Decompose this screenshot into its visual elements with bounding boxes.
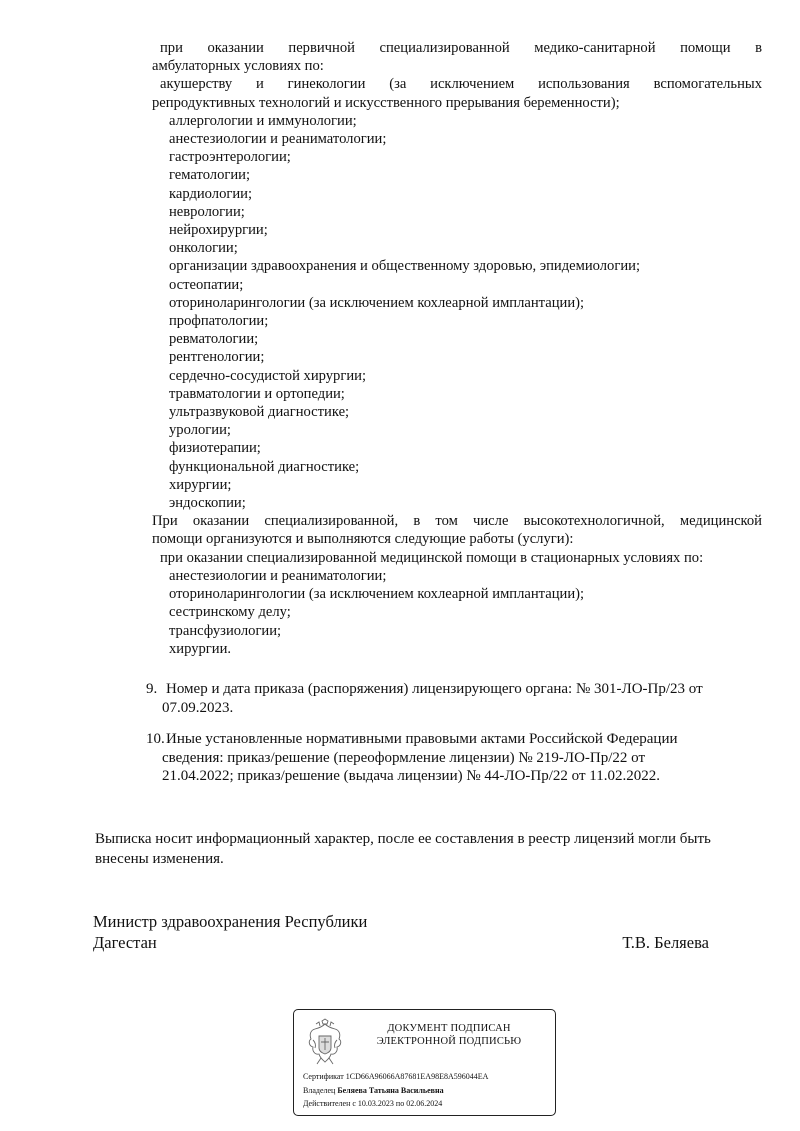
section-number: 10. — [146, 731, 165, 747]
validity-row: Действителен с 10.03.2023 по 02.06.2024 — [303, 1099, 443, 1108]
section-9 — [146, 680, 746, 717]
list-item: ультразвуковой диагностике; — [169, 404, 350, 421]
specialized-intro-cont: помощи организуются и выполняются следующие работы (услуги): — [152, 531, 574, 548]
list-item: гастроэнтерологии; — [169, 149, 291, 166]
section-text-cont: сведения: приказ/решение (переоформление лицензии) № 219-ЛО-Пр/22 от — [162, 749, 646, 766]
section-text-cont: 07.09.2023. — [162, 699, 234, 716]
list-item: травматологии и ортопедии; — [169, 385, 345, 402]
list-item: оториноларингологии (за исключением кохлеарной имплантации); — [169, 294, 585, 311]
list-item: сердечно-сосудистой хирургии; — [169, 367, 367, 384]
list-item: кардиологии; — [169, 185, 253, 202]
inpatient-intro: при оказании специализированной медицинской помощи в стационарных условиях по: — [160, 549, 704, 566]
section-text: Номер и дата приказа (распоряжения) лицензирующего органа: № 301-ЛО-Пр/23 от — [166, 681, 703, 697]
list-item: эндоскопии; — [169, 495, 246, 512]
list-item: нейрохирургии; — [169, 222, 268, 239]
list-item: урологии; — [169, 422, 231, 439]
signatory-title: Министр здравоохранения Республики — [93, 912, 368, 931]
list-item: профпатологии; — [169, 313, 269, 330]
section-10 — [146, 730, 766, 786]
extract-notice: Выписка носит информационный характер, после ее составления в реестр лицензий могли быть внесены изменения. — [95, 831, 711, 867]
list-item: анестезиологии и реаниматологии; — [169, 567, 387, 584]
certificate-row: Сертификат 1CD66A96066A87681EA98E8A596044EA — [303, 1072, 489, 1081]
services-list — [152, 39, 762, 658]
list-item: ревматологии; — [169, 331, 259, 348]
list-item: трансфузиологии; — [169, 622, 282, 639]
specialized-intro: При оказании специализированной, в том числе высокотехнологичной, медицинской — [152, 513, 762, 530]
section-text: Иные установленные нормативными правовыми актами Российской Федерации — [166, 731, 678, 747]
section-text-cont: 21.04.2022; приказ/решение (выдача лицензии) № 44-ЛО-Пр/22 от 11.02.2022. — [162, 768, 660, 784]
list-item: остеопатии; — [169, 276, 244, 293]
list-item: рентгенологии; — [169, 349, 265, 366]
list-item: неврологии; — [169, 203, 245, 220]
obgyn-item: акушерству и гинекологии (за исключением использования вспомогательных — [160, 76, 762, 93]
e-signature-details — [303, 1070, 488, 1111]
signatory-title-cont: Дагестан — [93, 933, 157, 952]
list-item: анестезиологии и реаниматологии; — [169, 131, 387, 148]
coat-of-arms-icon — [305, 1018, 345, 1068]
list-item: хирургии; — [169, 476, 232, 493]
list-item: функциональной диагностике; — [169, 458, 360, 475]
list-item: онкологии; — [169, 240, 238, 257]
list-item: оториноларингологии (за исключением кохлеарной имплантации); — [169, 586, 585, 603]
obgyn-item-cont: репродуктивных технологий и искусственного прерывания беременности); — [152, 94, 620, 111]
e-signature-stamp — [293, 1009, 556, 1116]
signatory-block — [93, 911, 713, 953]
list-item: физиотерапии; — [169, 440, 261, 457]
section-number: 9. — [146, 681, 158, 697]
list-item: сестринскому делу; — [169, 604, 291, 621]
list-item: аллергологии и иммунологии; — [169, 112, 357, 129]
e-signature-heading: ДОКУМЕНТ ПОДПИСАН ЭЛЕКТРОННОЙ ПОДПИСЬЮ — [376, 1023, 522, 1047]
list-item: гематологии; — [169, 167, 251, 184]
owner-row: Владелец Беляева Татьяна Васильевна — [303, 1085, 444, 1095]
list-item: организации здравоохранения и общественному здоровью, эпидемиологии; — [169, 258, 641, 275]
outpatient-intro-cont: амбулаторных условиях по: — [152, 58, 324, 75]
outpatient-intro: при оказании первичной специализированной медико-санитарной помощи в — [160, 40, 762, 56]
signatory-name: Т.В. Беляева — [622, 933, 709, 952]
list-item: хирургии. — [169, 640, 232, 657]
